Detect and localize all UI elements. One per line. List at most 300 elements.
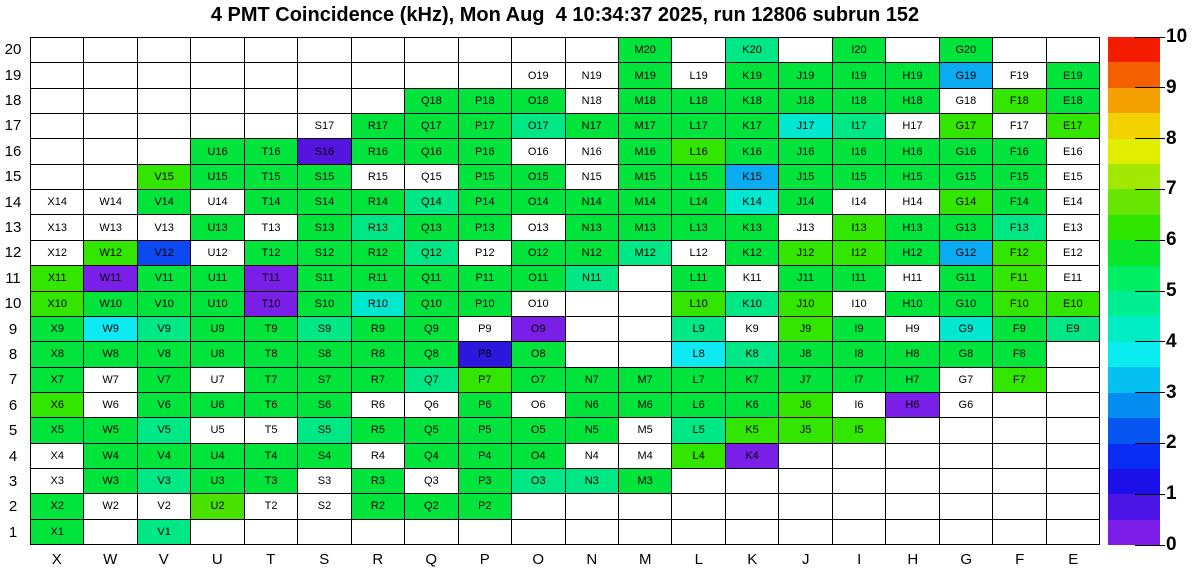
x-axis-label-M: M <box>639 550 652 568</box>
color-scale-tick <box>1135 392 1165 393</box>
grid-cell-T14: T14 <box>245 190 297 214</box>
color-scale-tick-label-6: 6 <box>1166 229 1177 251</box>
grid-cell-Q15: Q15 <box>405 165 457 189</box>
color-scale-tick-label-5: 5 <box>1166 280 1177 301</box>
color-scale-tick-label-10: 10 <box>1166 26 1188 47</box>
grid-cell-P18: P18 <box>459 89 511 113</box>
grid-cell-E14: E14 <box>1047 190 1099 214</box>
grid-cell-J12: J12 <box>779 241 831 265</box>
grid-cell-W2: W2 <box>84 494 136 518</box>
grid-cell-M14: M14 <box>619 190 671 214</box>
grid-cell-empty <box>459 38 511 62</box>
grid-cell-empty <box>940 469 992 493</box>
grid-cell-K19: K19 <box>726 63 778 87</box>
grid-cell-T7: T7 <box>245 368 297 392</box>
grid-cell-H9: H9 <box>886 317 938 341</box>
grid-cell-empty <box>31 114 83 138</box>
grid-cell-empty <box>138 63 190 87</box>
grid-cell-R16: R16 <box>352 139 404 163</box>
grid-cell-X13: X13 <box>31 215 83 239</box>
grid-cell-L19: L19 <box>672 63 724 87</box>
grid-cell-U12: U12 <box>191 241 243 265</box>
grid-cell-E18: E18 <box>1047 89 1099 113</box>
grid-cell-S15: S15 <box>298 165 350 189</box>
grid-cell-Q12: Q12 <box>405 241 457 265</box>
grid-cell-G11: G11 <box>940 266 992 290</box>
x-axis-label-E: E <box>1068 550 1079 568</box>
grid-cell-F8: F8 <box>993 342 1045 366</box>
grid-cell-M15: M15 <box>619 165 671 189</box>
grid-cell-empty <box>1047 418 1099 442</box>
grid-cell-M4: M4 <box>619 444 671 468</box>
grid-cell-L14: L14 <box>672 190 724 214</box>
grid-cell-empty <box>512 494 564 518</box>
grid-cell-empty <box>726 520 778 544</box>
color-scale-band <box>1108 113 1160 138</box>
x-axis-label-J: J <box>802 550 810 568</box>
grid-cell-F10: F10 <box>993 292 1045 316</box>
grid-cell-L11: L11 <box>672 266 724 290</box>
grid-cell-empty <box>672 494 724 518</box>
grid-cell-P8: P8 <box>459 342 511 366</box>
grid-cell-V1: V1 <box>138 520 190 544</box>
grid-cell-I10: I10 <box>833 292 885 316</box>
grid-cell-H11: H11 <box>886 266 938 290</box>
grid-cell-N17: N17 <box>566 114 618 138</box>
grid-cell-V6: V6 <box>138 393 190 417</box>
grid-cell-V4: V4 <box>138 444 190 468</box>
color-scale-tick <box>1135 443 1165 444</box>
grid-cell-empty <box>138 38 190 62</box>
y-axis-label-16: 16 <box>4 142 22 160</box>
grid-cell-F12: F12 <box>993 241 1045 265</box>
grid-cell-O16: O16 <box>512 139 564 163</box>
y-axis-label-2: 2 <box>8 498 18 516</box>
grid-cell-empty <box>459 520 511 544</box>
grid-cell-H17: H17 <box>886 114 938 138</box>
grid-cell-X12: X12 <box>31 241 83 265</box>
grid-cell-T4: T4 <box>245 444 297 468</box>
color-scale-band <box>1108 291 1160 316</box>
grid-cell-empty <box>352 520 404 544</box>
grid-cell-G17: G17 <box>940 114 992 138</box>
grid-cell-empty <box>779 494 831 518</box>
grid-cell-G13: G13 <box>940 215 992 239</box>
grid-cell-S16: S16 <box>298 139 350 163</box>
grid-cell-empty <box>31 139 83 163</box>
grid-cell-L17: L17 <box>672 114 724 138</box>
grid-cell-U6: U6 <box>191 393 243 417</box>
grid-cell-S11: S11 <box>298 266 350 290</box>
grid-cell-S10: S10 <box>298 292 350 316</box>
grid-cell-empty <box>833 444 885 468</box>
grid-cell-empty <box>298 520 350 544</box>
grid-cell-S17: S17 <box>298 114 350 138</box>
grid-cell-W9: W9 <box>84 317 136 341</box>
grid-cell-R2: R2 <box>352 494 404 518</box>
x-axis-label-S: S <box>319 550 330 568</box>
grid-cell-V10: V10 <box>138 292 190 316</box>
grid-cell-I6: I6 <box>833 393 885 417</box>
grid-cell-L8: L8 <box>672 342 724 366</box>
y-axis-label-3: 3 <box>8 472 18 490</box>
grid-cell-Q16: Q16 <box>405 139 457 163</box>
color-scale-band <box>1108 316 1160 341</box>
y-axis-label-13: 13 <box>4 218 22 236</box>
grid-cell-empty <box>566 38 618 62</box>
x-axis-label-L: L <box>694 550 703 568</box>
grid-cell-K7: K7 <box>726 368 778 392</box>
grid-cell-M3: M3 <box>619 469 671 493</box>
grid-cell-X4: X4 <box>31 444 83 468</box>
grid-cell-K5: K5 <box>726 418 778 442</box>
grid-cell-H14: H14 <box>886 190 938 214</box>
color-scale-band <box>1108 240 1160 265</box>
grid-cell-empty <box>566 342 618 366</box>
grid-cell-O11: O11 <box>512 266 564 290</box>
grid-cell-H6: H6 <box>886 393 938 417</box>
grid-cell-E15: E15 <box>1047 165 1099 189</box>
grid-cell-E13: E13 <box>1047 215 1099 239</box>
grid-cell-W3: W3 <box>84 469 136 493</box>
grid-cell-W7: W7 <box>84 368 136 392</box>
color-scale-tick-label-7: 7 <box>1166 178 1177 200</box>
grid-cell-Q4: Q4 <box>405 444 457 468</box>
color-scale-band <box>1108 520 1160 545</box>
grid-cell-empty <box>886 494 938 518</box>
grid-cell-J18: J18 <box>779 89 831 113</box>
grid-cell-F16: F16 <box>993 139 1045 163</box>
grid-cell-L12: L12 <box>672 241 724 265</box>
grid-cell-J16: J16 <box>779 139 831 163</box>
grid-cell-H8: H8 <box>886 342 938 366</box>
grid-cell-V9: V9 <box>138 317 190 341</box>
grid-cell-empty <box>619 520 671 544</box>
color-scale-tick <box>1135 291 1165 292</box>
y-axis-label-18: 18 <box>4 91 22 109</box>
grid-cell-S13: S13 <box>298 215 350 239</box>
grid-cell-G15: G15 <box>940 165 992 189</box>
grid-cell-O10: O10 <box>512 292 564 316</box>
grid-cell-empty <box>672 38 724 62</box>
grid-cell-N11: N11 <box>566 266 618 290</box>
grid-cell-S8: S8 <box>298 342 350 366</box>
grid-cell-V12: V12 <box>138 241 190 265</box>
color-scale-band <box>1108 266 1160 291</box>
grid-cell-G10: G10 <box>940 292 992 316</box>
grid-cell-O13: O13 <box>512 215 564 239</box>
grid-cell-G16: G16 <box>940 139 992 163</box>
grid-cell-empty <box>1047 38 1099 62</box>
grid-cell-N6: N6 <box>566 393 618 417</box>
y-axis-label-12: 12 <box>4 244 22 262</box>
grid-cell-S3: S3 <box>298 469 350 493</box>
grid-cell-U8: U8 <box>191 342 243 366</box>
grid-cell-I5: I5 <box>833 418 885 442</box>
grid-cell-empty <box>191 38 243 62</box>
grid-cell-V11: V11 <box>138 266 190 290</box>
grid-cell-F14: F14 <box>993 190 1045 214</box>
color-scale-tick-label-0: 0 <box>1166 534 1177 555</box>
grid-cell-W11: W11 <box>84 266 136 290</box>
grid-cell-empty <box>1047 444 1099 468</box>
grid-cell-O5: O5 <box>512 418 564 442</box>
color-scale-tick <box>1135 138 1165 139</box>
grid-cell-U2: U2 <box>191 494 243 518</box>
x-axis-label-O: O <box>532 550 545 568</box>
grid-cell-X7: X7 <box>31 368 83 392</box>
grid-cell-empty <box>245 89 297 113</box>
grid-cell-I18: I18 <box>833 89 885 113</box>
grid-cell-P7: P7 <box>459 368 511 392</box>
grid-cell-empty <box>31 63 83 87</box>
grid-cell-H7: H7 <box>886 368 938 392</box>
grid-cell-E16: E16 <box>1047 139 1099 163</box>
color-scale-band <box>1108 139 1160 164</box>
grid-cell-empty <box>84 165 136 189</box>
heatmap-grid <box>30 37 1100 545</box>
grid-cell-F9: F9 <box>993 317 1045 341</box>
grid-cell-P4: P4 <box>459 444 511 468</box>
grid-cell-empty <box>298 89 350 113</box>
color-scale-band <box>1108 393 1160 418</box>
grid-cell-U13: U13 <box>191 215 243 239</box>
color-scale-band <box>1108 164 1160 189</box>
grid-cell-P5: P5 <box>459 418 511 442</box>
grid-cell-empty <box>245 63 297 87</box>
grid-cell-O17: O17 <box>512 114 564 138</box>
grid-cell-X2: X2 <box>31 494 83 518</box>
grid-cell-T15: T15 <box>245 165 297 189</box>
grid-cell-O6: O6 <box>512 393 564 417</box>
grid-cell-empty <box>84 139 136 163</box>
x-axis-label-G: G <box>960 550 973 568</box>
grid-cell-O9: O9 <box>512 317 564 341</box>
grid-cell-empty <box>833 520 885 544</box>
grid-cell-O19: O19 <box>512 63 564 87</box>
grid-cell-J15: J15 <box>779 165 831 189</box>
grid-cell-J14: J14 <box>779 190 831 214</box>
grid-cell-I12: I12 <box>833 241 885 265</box>
grid-cell-empty <box>619 342 671 366</box>
x-axis-label-U: U <box>211 550 223 568</box>
grid-cell-S7: S7 <box>298 368 350 392</box>
grid-cell-V3: V3 <box>138 469 190 493</box>
grid-cell-empty <box>352 89 404 113</box>
grid-cell-Q8: Q8 <box>405 342 457 366</box>
grid-cell-N19: N19 <box>566 63 618 87</box>
grid-cell-K15: K15 <box>726 165 778 189</box>
grid-cell-N12: N12 <box>566 241 618 265</box>
grid-cell-T3: T3 <box>245 469 297 493</box>
grid-cell-H15: H15 <box>886 165 938 189</box>
grid-cell-U9: U9 <box>191 317 243 341</box>
grid-cell-J10: J10 <box>779 292 831 316</box>
x-axis-label-F: F <box>1015 550 1025 568</box>
y-axis-label-14: 14 <box>4 193 22 211</box>
grid-cell-H19: H19 <box>886 63 938 87</box>
grid-cell-P2: P2 <box>459 494 511 518</box>
grid-cell-L15: L15 <box>672 165 724 189</box>
grid-cell-W8: W8 <box>84 342 136 366</box>
grid-cell-M5: M5 <box>619 418 671 442</box>
grid-cell-S9: S9 <box>298 317 350 341</box>
grid-cell-E9: E9 <box>1047 317 1099 341</box>
grid-cell-I13: I13 <box>833 215 885 239</box>
grid-cell-M20: M20 <box>619 38 671 62</box>
grid-cell-K11: K11 <box>726 266 778 290</box>
y-axis-label-20: 20 <box>4 41 22 59</box>
grid-cell-empty <box>1047 368 1099 392</box>
grid-cell-empty <box>405 63 457 87</box>
grid-cell-M12: M12 <box>619 241 671 265</box>
grid-cell-empty <box>191 89 243 113</box>
grid-cell-U7: U7 <box>191 368 243 392</box>
grid-cell-K4: K4 <box>726 444 778 468</box>
grid-cell-T5: T5 <box>245 418 297 442</box>
grid-cell-U16: U16 <box>191 139 243 163</box>
grid-cell-M19: M19 <box>619 63 671 87</box>
grid-cell-R6: R6 <box>352 393 404 417</box>
grid-cell-I15: I15 <box>833 165 885 189</box>
color-scale-tick-label-4: 4 <box>1166 330 1177 352</box>
grid-cell-U5: U5 <box>191 418 243 442</box>
grid-cell-empty <box>298 38 350 62</box>
grid-cell-empty <box>84 89 136 113</box>
y-axis-label-4: 4 <box>8 447 18 465</box>
grid-cell-T10: T10 <box>245 292 297 316</box>
grid-cell-empty <box>405 38 457 62</box>
grid-cell-R13: R13 <box>352 215 404 239</box>
grid-cell-empty <box>405 520 457 544</box>
color-scale-band <box>1108 469 1160 494</box>
grid-cell-V5: V5 <box>138 418 190 442</box>
grid-cell-Q13: Q13 <box>405 215 457 239</box>
grid-cell-empty <box>779 444 831 468</box>
grid-cell-O12: O12 <box>512 241 564 265</box>
grid-cell-U15: U15 <box>191 165 243 189</box>
grid-cell-empty <box>779 38 831 62</box>
grid-cell-X8: X8 <box>31 342 83 366</box>
grid-cell-X14: X14 <box>31 190 83 214</box>
x-axis-label-Q: Q <box>425 550 438 568</box>
grid-cell-O18: O18 <box>512 89 564 113</box>
grid-cell-W5: W5 <box>84 418 136 442</box>
grid-cell-T6: T6 <box>245 393 297 417</box>
grid-cell-Q2: Q2 <box>405 494 457 518</box>
grid-cell-empty <box>566 494 618 518</box>
grid-cell-N18: N18 <box>566 89 618 113</box>
grid-cell-I14: I14 <box>833 190 885 214</box>
grid-cell-I8: I8 <box>833 342 885 366</box>
grid-cell-empty <box>138 139 190 163</box>
grid-cell-G18: G18 <box>940 89 992 113</box>
grid-cell-J7: J7 <box>779 368 831 392</box>
grid-cell-S2: S2 <box>298 494 350 518</box>
grid-cell-O8: O8 <box>512 342 564 366</box>
grid-cell-empty <box>993 520 1045 544</box>
grid-cell-K14: K14 <box>726 190 778 214</box>
grid-cell-N15: N15 <box>566 165 618 189</box>
grid-cell-empty <box>31 38 83 62</box>
color-scale-tick <box>1135 494 1165 495</box>
color-scale-band <box>1108 342 1160 367</box>
color-scale-tick-label-8: 8 <box>1166 127 1177 149</box>
grid-cell-R9: R9 <box>352 317 404 341</box>
grid-cell-empty <box>993 418 1045 442</box>
y-axis-label-5: 5 <box>8 422 18 440</box>
grid-cell-G14: G14 <box>940 190 992 214</box>
grid-cell-empty <box>191 63 243 87</box>
grid-cell-empty <box>191 520 243 544</box>
grid-cell-empty <box>566 292 618 316</box>
grid-cell-I7: I7 <box>833 368 885 392</box>
grid-cell-empty <box>138 89 190 113</box>
grid-cell-X6: X6 <box>31 393 83 417</box>
y-axis-label-1: 1 <box>8 523 18 541</box>
color-scale-band <box>1108 494 1160 519</box>
grid-cell-empty <box>138 114 190 138</box>
grid-cell-empty <box>833 469 885 493</box>
grid-cell-F7: F7 <box>993 368 1045 392</box>
grid-cell-K17: K17 <box>726 114 778 138</box>
grid-cell-empty <box>940 494 992 518</box>
grid-cell-I19: I19 <box>833 63 885 87</box>
grid-cell-R5: R5 <box>352 418 404 442</box>
grid-cell-V15: V15 <box>138 165 190 189</box>
grid-cell-empty <box>566 317 618 341</box>
grid-cell-empty <box>940 418 992 442</box>
grid-cell-H18: H18 <box>886 89 938 113</box>
grid-cell-empty <box>619 494 671 518</box>
grid-cell-N7: N7 <box>566 368 618 392</box>
grid-cell-U10: U10 <box>191 292 243 316</box>
x-axis-label-V: V <box>158 550 169 568</box>
grid-cell-W6: W6 <box>84 393 136 417</box>
grid-cell-F17: F17 <box>993 114 1045 138</box>
grid-cell-S14: S14 <box>298 190 350 214</box>
grid-cell-O14: O14 <box>512 190 564 214</box>
grid-cell-empty <box>619 317 671 341</box>
grid-cell-L5: L5 <box>672 418 724 442</box>
color-scale-tick-label-9: 9 <box>1166 76 1177 98</box>
grid-cell-empty <box>352 63 404 87</box>
grid-cell-W10: W10 <box>84 292 136 316</box>
grid-cell-E19: E19 <box>1047 63 1099 87</box>
grid-cell-V13: V13 <box>138 215 190 239</box>
grid-cell-L7: L7 <box>672 368 724 392</box>
y-axis-label-7: 7 <box>8 371 18 389</box>
grid-cell-empty <box>726 494 778 518</box>
grid-cell-K8: K8 <box>726 342 778 366</box>
grid-cell-P17: P17 <box>459 114 511 138</box>
grid-cell-Q6: Q6 <box>405 393 457 417</box>
grid-cell-Q17: Q17 <box>405 114 457 138</box>
grid-cell-X5: X5 <box>31 418 83 442</box>
x-axis-label-W: W <box>103 550 118 568</box>
grid-cell-N16: N16 <box>566 139 618 163</box>
color-scale-tick <box>1135 189 1165 190</box>
grid-cell-empty <box>940 444 992 468</box>
grid-cell-R7: R7 <box>352 368 404 392</box>
grid-cell-L18: L18 <box>672 89 724 113</box>
grid-cell-K9: K9 <box>726 317 778 341</box>
grid-cell-T11: T11 <box>245 266 297 290</box>
grid-cell-empty <box>298 63 350 87</box>
grid-cell-empty <box>191 114 243 138</box>
color-scale-band <box>1108 215 1160 240</box>
y-axis-label-17: 17 <box>4 117 22 135</box>
